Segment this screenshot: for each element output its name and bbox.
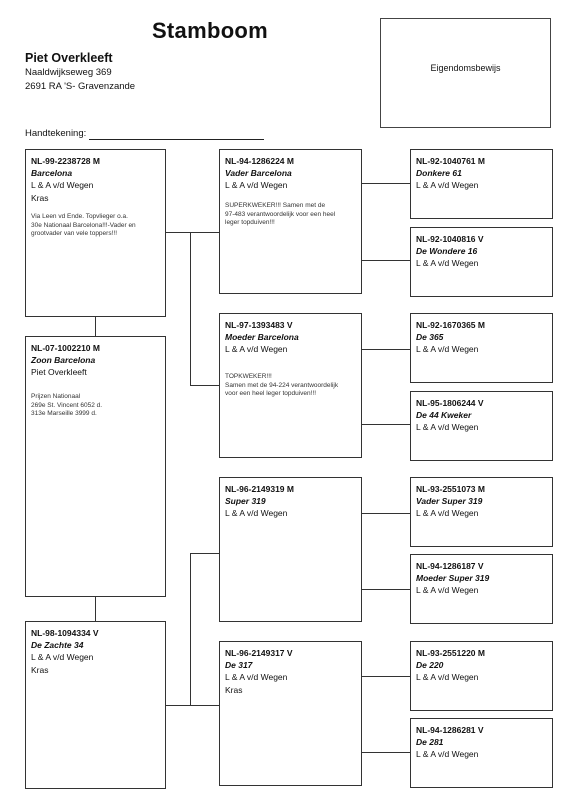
pigeon-owner: L & A v/d Wegen — [416, 180, 479, 190]
pigeon-name: Vader Barcelona — [225, 168, 292, 178]
connector-line — [190, 553, 191, 706]
pigeon-card-subject — [25, 336, 166, 597]
ring-number: NL-92-1040761 M — [416, 156, 485, 166]
ownership-label: Eigendomsbewijs — [430, 63, 501, 73]
connector-line — [361, 260, 410, 261]
ring-number: NL-97-1393483 V — [225, 320, 293, 330]
connector-line — [190, 232, 191, 385]
pigeon-name: Barcelona — [31, 168, 73, 178]
pigeon-name: Moeder Super 319 — [416, 573, 490, 583]
pigeon-card-mother — [25, 621, 166, 789]
pigeon-name: Donkere 61 — [416, 168, 462, 178]
pigeon-owner: L & A v/d Wegen — [416, 585, 479, 595]
pigeon-extra: Kras — [31, 665, 49, 675]
pigeon-card-great-grandparent — [410, 718, 553, 788]
pigeon-owner: L & A v/d Wegen — [416, 749, 479, 759]
pigeon-name: Vader Super 319 — [416, 496, 483, 506]
pigeon-name: Super 319 — [225, 496, 266, 506]
ring-number: NL-92-1040816 V — [416, 234, 484, 244]
owner-street: Naaldwijkseweg 369 — [25, 67, 112, 78]
pigeon-owner: L & A v/d Wegen — [416, 258, 479, 268]
pigeon-name: De 220 — [416, 660, 444, 670]
pigeon-card-grandmother-maternal — [219, 641, 362, 786]
page-title: Stamboom — [151, 18, 269, 43]
pigeon-card-great-grandparent — [410, 313, 553, 383]
pigeon-owner: L & A v/d Wegen — [416, 344, 479, 354]
pigeon-extra: Kras — [31, 193, 49, 203]
signature-line — [89, 139, 264, 140]
pigeon-card-father — [25, 149, 166, 317]
connector-line — [361, 513, 410, 514]
pigeon-name: De Zachte 34 — [31, 640, 84, 650]
pigeon-card-great-grandparent — [410, 227, 553, 297]
ring-number: NL-92-1670365 M — [416, 320, 485, 330]
pigeon-card-grandfather-maternal — [219, 477, 362, 622]
ring-number: NL-07-1002210 M — [31, 343, 100, 353]
connector-line — [361, 424, 410, 425]
ownership-certificate-box — [380, 18, 551, 128]
pigeon-owner: L & A v/d Wegen — [31, 652, 94, 662]
connector-line — [95, 316, 96, 336]
pigeon-card-great-grandparent — [410, 391, 553, 461]
pigeon-card-great-grandparent — [410, 554, 553, 624]
connector-line — [166, 705, 190, 706]
ring-number: NL-96-2149317 V — [225, 648, 293, 658]
pigeon-name: De 365 — [416, 332, 444, 342]
pigeon-owner: L & A v/d Wegen — [225, 508, 288, 518]
pigeon-owner: L & A v/d Wegen — [225, 180, 288, 190]
ring-number: NL-94-1286187 V — [416, 561, 484, 571]
signature-label: Handtekening: — [25, 128, 87, 139]
pigeon-owner: L & A v/d Wegen — [225, 344, 288, 354]
pigeon-extra: Kras — [225, 685, 243, 695]
owner-city: 2691 RA 'S- Gravenzande — [25, 81, 136, 92]
ring-number: NL-94-1286224 M — [225, 156, 294, 166]
pigeon-name: De 44 Kweker — [416, 410, 472, 420]
ring-number: NL-93-2551073 M — [416, 484, 485, 494]
pigeon-owner: Piet Overkleeft — [31, 367, 87, 377]
owner-name: Piet Overkleeft — [25, 51, 113, 65]
connector-line — [190, 385, 219, 386]
connector-line — [95, 596, 96, 621]
pigeon-name: Zoon Barcelona — [31, 355, 96, 365]
pigeon-owner: L & A v/d Wegen — [416, 508, 479, 518]
connector-line — [166, 232, 190, 233]
pigeon-remarks: Prijzen Nationaal 269e St. Vincent 6052 d. 313e Marseille 3999 d. — [31, 393, 103, 417]
connector-line — [361, 752, 410, 753]
pigeon-remarks: Via Leen vd Ende. Topvlieger o.a. 30e Nationaal Barcelona!!!-Vader en grootvader van vele toppers!!! — [31, 213, 136, 237]
pigeon-card-grandmother-paternal — [219, 313, 362, 458]
pigeon-card-great-grandparent — [410, 641, 553, 711]
pigeon-owner: L & A v/d Wegen — [31, 180, 94, 190]
pigeon-remarks: SUPERKWEKER!!! Samen met de 97-483 verantwoordelijk voor een heel leger topduiven!!! — [225, 202, 336, 226]
connector-line — [361, 349, 410, 350]
pigeon-name: Moeder Barcelona — [225, 332, 299, 342]
ring-number: NL-98-1094334 V — [31, 628, 99, 638]
pigeon-card-great-grandparent — [410, 149, 553, 219]
ring-number: NL-95-1806244 V — [416, 398, 484, 408]
pigeon-owner: L & A v/d Wegen — [416, 672, 479, 682]
pigeon-card-grandfather-paternal — [219, 149, 362, 294]
connector-line — [190, 705, 219, 706]
ring-number: NL-99-2238728 M — [31, 156, 100, 166]
connector-line — [190, 553, 219, 554]
pigeon-owner: L & A v/d Wegen — [225, 672, 288, 682]
pigeon-owner: L & A v/d Wegen — [416, 422, 479, 432]
connector-line — [190, 232, 219, 233]
connector-line — [361, 676, 410, 677]
pigeon-name: De 281 — [416, 737, 444, 747]
connector-line — [361, 589, 410, 590]
pigeon-remarks: TOPKWEKER!!! Samen met de 94-224 verantwoordelijk voor een heel leger topduiven!!! — [225, 373, 339, 397]
ring-number: NL-96-2149319 M — [225, 484, 294, 494]
pigeon-card-great-grandparent — [410, 477, 553, 547]
pigeon-name: De Wondere 16 — [416, 246, 478, 256]
pigeon-name: De 317 — [225, 660, 253, 670]
ring-number: NL-94-1286281 V — [416, 725, 484, 735]
ring-number: NL-93-2551220 M — [416, 648, 485, 658]
connector-line — [361, 183, 410, 184]
